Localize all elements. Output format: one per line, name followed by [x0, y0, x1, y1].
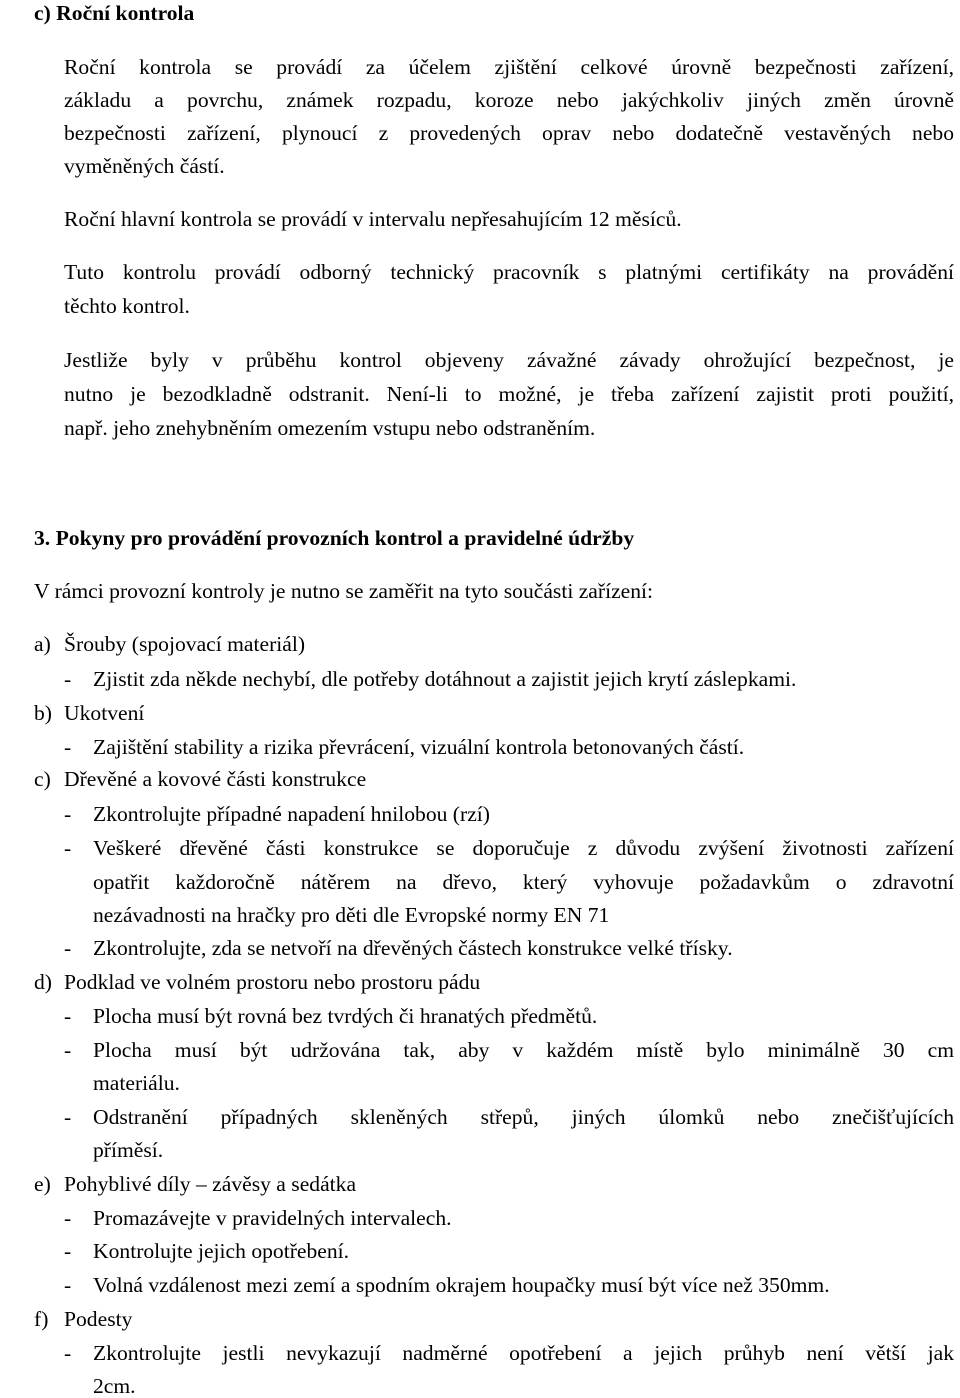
section-c-p3-line-1: Tuto kontrolu provádí odborný technický pracovník s platnými certifikáty na provádění [64, 260, 954, 284]
section-c-p1-line-3: bezpečnosti zařízení, plynoucí z provedených oprav nebo dodatečně vestavěných nebo [64, 121, 954, 145]
item-d-title: Podklad ve volném prostoru nebo prostoru pádu [64, 970, 481, 994]
item-c-title: Dřevěné a kovové části konstrukce [64, 767, 367, 791]
section-c-p4-line-1: Jestliže byly v průběhu kontrol objeveny závažné závady ohrožující bezpečnost, je [64, 348, 954, 372]
item-e-dash-3: - [64, 1273, 72, 1297]
section-c-p4-line-2: nutno je bezodkladně odstranit. Není-li to možné, je třeba zařízení zajistit proti použití, [64, 382, 954, 406]
item-a-dash-1: - [64, 667, 72, 691]
item-e-bullet-2: Kontrolujte jejich opotřebení. [93, 1239, 350, 1263]
section-c-p4-line-3: např. jeho znehybněním omezením vstupu nebo odstraněním. [64, 416, 596, 440]
item-f-title: Podesty [64, 1307, 133, 1331]
item-f-label: f) [34, 1307, 49, 1331]
item-d-dash-1: - [64, 1004, 72, 1028]
item-e-dash-1: - [64, 1206, 72, 1230]
item-a-bullet-1: Zjistit zda někde nechybí, dle potřeby dotáhnout a zajistit jejich krytí záslepkami. [93, 667, 797, 691]
item-b-bullet-1: Zajištění stability a rizika převrácení, vizuální kontrola betonovaných částí. [93, 735, 745, 759]
item-c-bullet-2-line-3: nezávadnosti na hračky pro děti dle Evropské normy EN 71 [93, 903, 610, 927]
item-a-title: Šrouby (spojovací materiál) [64, 632, 306, 656]
item-d-dash-3: - [64, 1105, 72, 1129]
item-b-dash-1: - [64, 735, 72, 759]
item-c-bullet-1: Zkontrolujte případné napadení hnilobou (rzí) [93, 802, 490, 826]
item-c-dash-1: - [64, 802, 72, 826]
section-c-p2: Roční hlavní kontrola se provádí v intervalu nepřesahujícím 12 měsíců. [64, 207, 682, 231]
item-e-bullet-1: Promazávejte v pravidelných intervalech. [93, 1206, 452, 1230]
section-c-p3-line-2: těchto kontrol. [64, 294, 190, 318]
item-c-dash-3: - [64, 936, 72, 960]
item-d-label: d) [34, 970, 52, 994]
section-3-intro: V rámci provozní kontroly je nutno se zaměřit na tyto součásti zařízení: [34, 579, 654, 603]
item-d-bullet-3-line-2: příměsí. [93, 1138, 164, 1162]
item-e-label: e) [34, 1172, 51, 1196]
item-c-bullet-2-line-1: Veškeré dřevěné části konstrukce se doporučuje z důvodu zvýšení životnosti zařízení [93, 836, 954, 860]
item-e-dash-2: - [64, 1239, 72, 1263]
item-c-bullet-2-line-2: opatřit každoročně nátěrem na dřevo, který vyhovuje požadavkům o zdravotní [93, 870, 954, 894]
item-c-bullet-3: Zkontrolujte, zda se netvoří na dřevěných částech konstrukce velké třísky. [93, 936, 733, 960]
section-c-p1-line-2: základu a povrchu, známek rozpadu, koroze nebo jakýchkoliv jiných změn úrovně [64, 88, 954, 112]
section-3-heading: 3. Pokyny pro provádění provozních kontrol a pravidelné údržby [34, 526, 635, 550]
item-f-bullet-1-line-2: 2cm. [93, 1374, 136, 1398]
section-c-heading: c) Roční kontrola [34, 1, 195, 25]
item-a-label: a) [34, 632, 51, 656]
item-d-dash-2: - [64, 1038, 72, 1062]
item-d-bullet-3-line-1: Odstranění případných skleněných střepů, jiných úlomků nebo znečišťujících [93, 1105, 954, 1129]
item-d-bullet-2-line-2: materiálu. [93, 1071, 180, 1095]
section-c-p1-line-1: Roční kontrola se provádí za účelem zjištění celkové úrovně bezpečnosti zařízení, [64, 55, 954, 79]
item-e-title: Pohyblivé díly – závěsy a sedátka [64, 1172, 357, 1196]
item-b-title: Ukotvení [64, 701, 145, 725]
item-d-bullet-1: Plocha musí být rovná bez tvrdých či hranatých předmětů. [93, 1004, 598, 1028]
item-f-dash-1: - [64, 1341, 72, 1365]
item-b-label: b) [34, 701, 52, 725]
item-f-bullet-1-line-1: Zkontrolujte jestli nevykazují nadměrné opotřebení a jejich průhyb není větší jak [93, 1341, 954, 1365]
item-c-dash-2: - [64, 836, 72, 860]
section-c-p1-line-4: vyměněných částí. [64, 154, 225, 178]
item-d-bullet-2-line-1: Plocha musí být udržována tak, aby v každém místě bylo minimálně 30 cm [93, 1038, 954, 1062]
item-e-bullet-3: Volná vzdálenost mezi zemí a spodním okrajem houpačky musí být více než 350mm. [93, 1273, 830, 1297]
item-c-label: c) [34, 767, 51, 791]
